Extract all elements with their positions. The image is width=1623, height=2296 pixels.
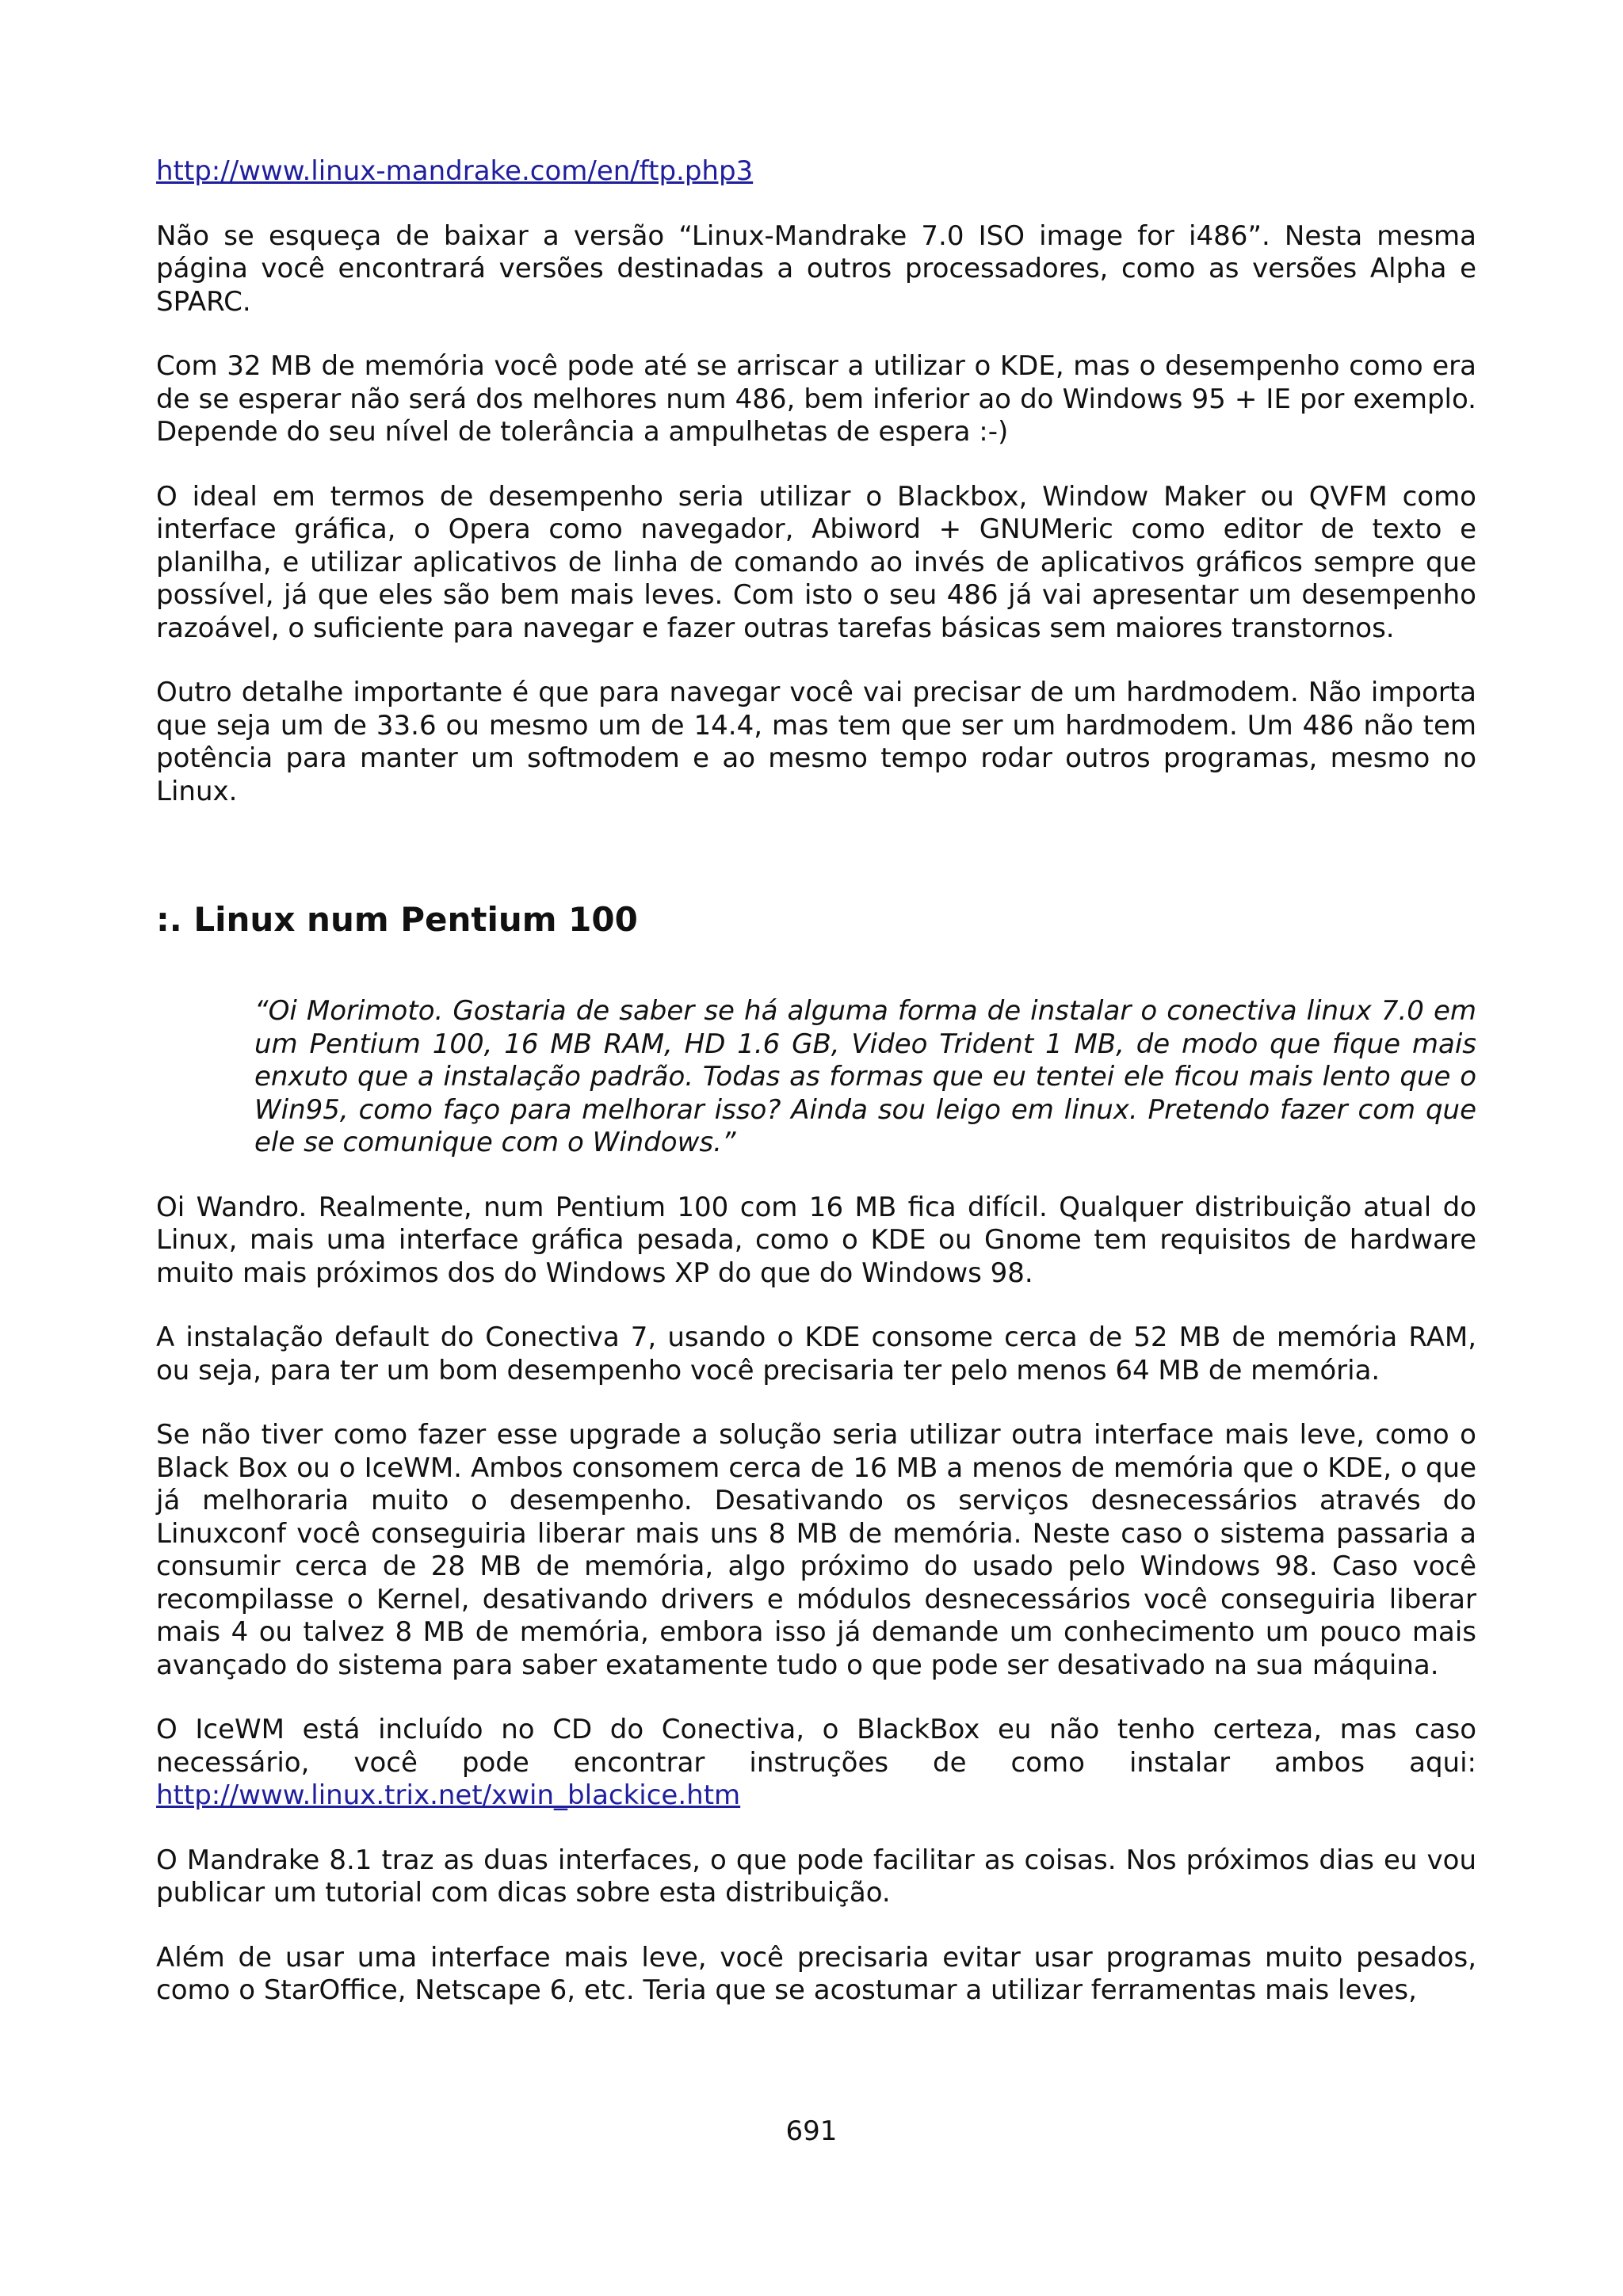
page-number: 691 <box>785 2115 838 2147</box>
top-link-paragraph <box>156 155 1476 189</box>
paragraph-reply-intro: Oi Wandro. Realmente, num Pentium 100 com 16 MB fica difícil. Qualquer distribuição atual do Linux, mais uma interface gráfica pesada, como o KDE ou Gnome tem requisitos de hardware muito mais próximos dos do Windows XP do que do Windows 98. <box>156 1191 1476 1289</box>
paragraph-hardmodem: Outro detalhe importante é que para navegar você vai precisar de um hardmodem. Não importa que seja um de 33.6 ou mesmo um de 14.4, mas tem que ser um hardmodem. Um 486 não tem potência para manter um softmodem e ao mesmo tempo rodar outros programas, mesmo no Linux. <box>156 677 1476 807</box>
paragraph-lighter-interface: Se não tiver como fazer esse upgrade a solução seria utilizar outra interface mais leve, como o Black Box ou o IceWM. Ambos consomem cerca de 16 MB a menos de memória que o KDE, o que já melhoraria muito o desempenho. Desativando os serviços desnecessários através do Linuxconf você conseguiria liberar mais uns 8 MB de memória. Neste caso o sistema passaria a consumir cerca de 28 MB de memória, algo próximo do usado pelo Windows 98. Caso você recompilasse o Kernel, desativando drivers e módulos desnecessários você conseguiria liberar mais 4 ou talvez 8 MB de memória, embora isso já demande um conhecimento um pouco mais avançado do sistema para saber exatamente tudo o que pode ser desativado na sua máquina. <box>156 1419 1476 1681</box>
page-content <box>156 155 1476 2008</box>
blackice-link[interactable]: http://www.linux.trix.net/xwin_blackice.htm <box>156 1779 741 1811</box>
mandrake-ftp-link[interactable]: http://www.linux-mandrake.com/en/ftp.php3 <box>156 155 754 187</box>
quote-text: “Oi Morimoto. Gostaria de saber se há alguma forma de instalar o conectiva linux 7.0 em um Pentium 100, 16 MB RAM, HD 1.6 GB, Video Trident 1 MB, de modo que fique mais enxuto que a instalação padrão. Todas as formas que eu tentei ele ficou mais lento que o Win95, como faço para melhorar isso? Ainda sou leigo em linux. Pretendo fazer com que ele se comunique com o Windows.” <box>254 995 1476 1158</box>
paragraph-kde-memory: Com 32 MB de memória você pode até se arriscar a utilizar o KDE, mas o desempenho como era de se esperar não será dos melhores num 486, bem inferior ao do Windows 95 + IE por exemplo. Depende do seu nível de tolerância a ampulhetas de espera :-) <box>156 350 1476 448</box>
icewm-text: O IceWM está incluído no CD do Conectiva, o BlackBox eu não tenho certeza, mas caso necessário, você pode encontrar instruções de como instalar ambos aqui: <box>156 1714 1476 1779</box>
section-heading-wrap <box>156 900 1476 940</box>
paragraph-ideal-performance: O ideal em termos de desempenho seria utilizar o Blackbox, Window Maker ou QVFM como interface gráfica, o Opera como navegador, Abiword + GNUMeric como editor de texto e planilha, e utilizar aplicativos de linha de comando ao invés de aplicativos gráficos sempre que possível, já que eles são bem mais leves. Com isto o seu 486 já vai apresentar um desempenho razoável, o suficiente para navegar e fazer outras tarefas básicas sem maiores transtornos. <box>156 480 1476 644</box>
paragraph-light-tools: Além de usar uma interface mais leve, você precisaria evitar usar programas muito pesados, como o StarOffice, Netscape 6, etc. Teria que se acostumar a utilizar ferramentas mais leves, <box>156 1941 1476 2006</box>
paragraph-mandrake-81: O Mandrake 8.1 traz as duas interfaces, o que pode facilitar as coisas. Nos próximos dias eu vou publicar um tutorial com dicas sobre esta distribuição. <box>156 1844 1476 1909</box>
paragraph-icewm <box>156 1714 1476 1813</box>
reader-question-quote <box>254 995 1476 1160</box>
paragraph-download-version: Não se esqueça de baixar a versão “Linux-Mandrake 7.0 ISO image for i486”. Nesta mesma página você encontrará versões destinadas a outros processadores, como as versões Alpha e SPARC. <box>156 219 1476 318</box>
section-heading: :. Linux num Pentium 100 <box>156 900 638 939</box>
paragraph-conectiva-default: A instalação default do Conectiva 7, usando o KDE consome cerca de 52 MB de memória RAM, ou seja, para ter um bom desempenho você precisaria ter pelo menos 64 MB de memória. <box>156 1322 1476 1386</box>
